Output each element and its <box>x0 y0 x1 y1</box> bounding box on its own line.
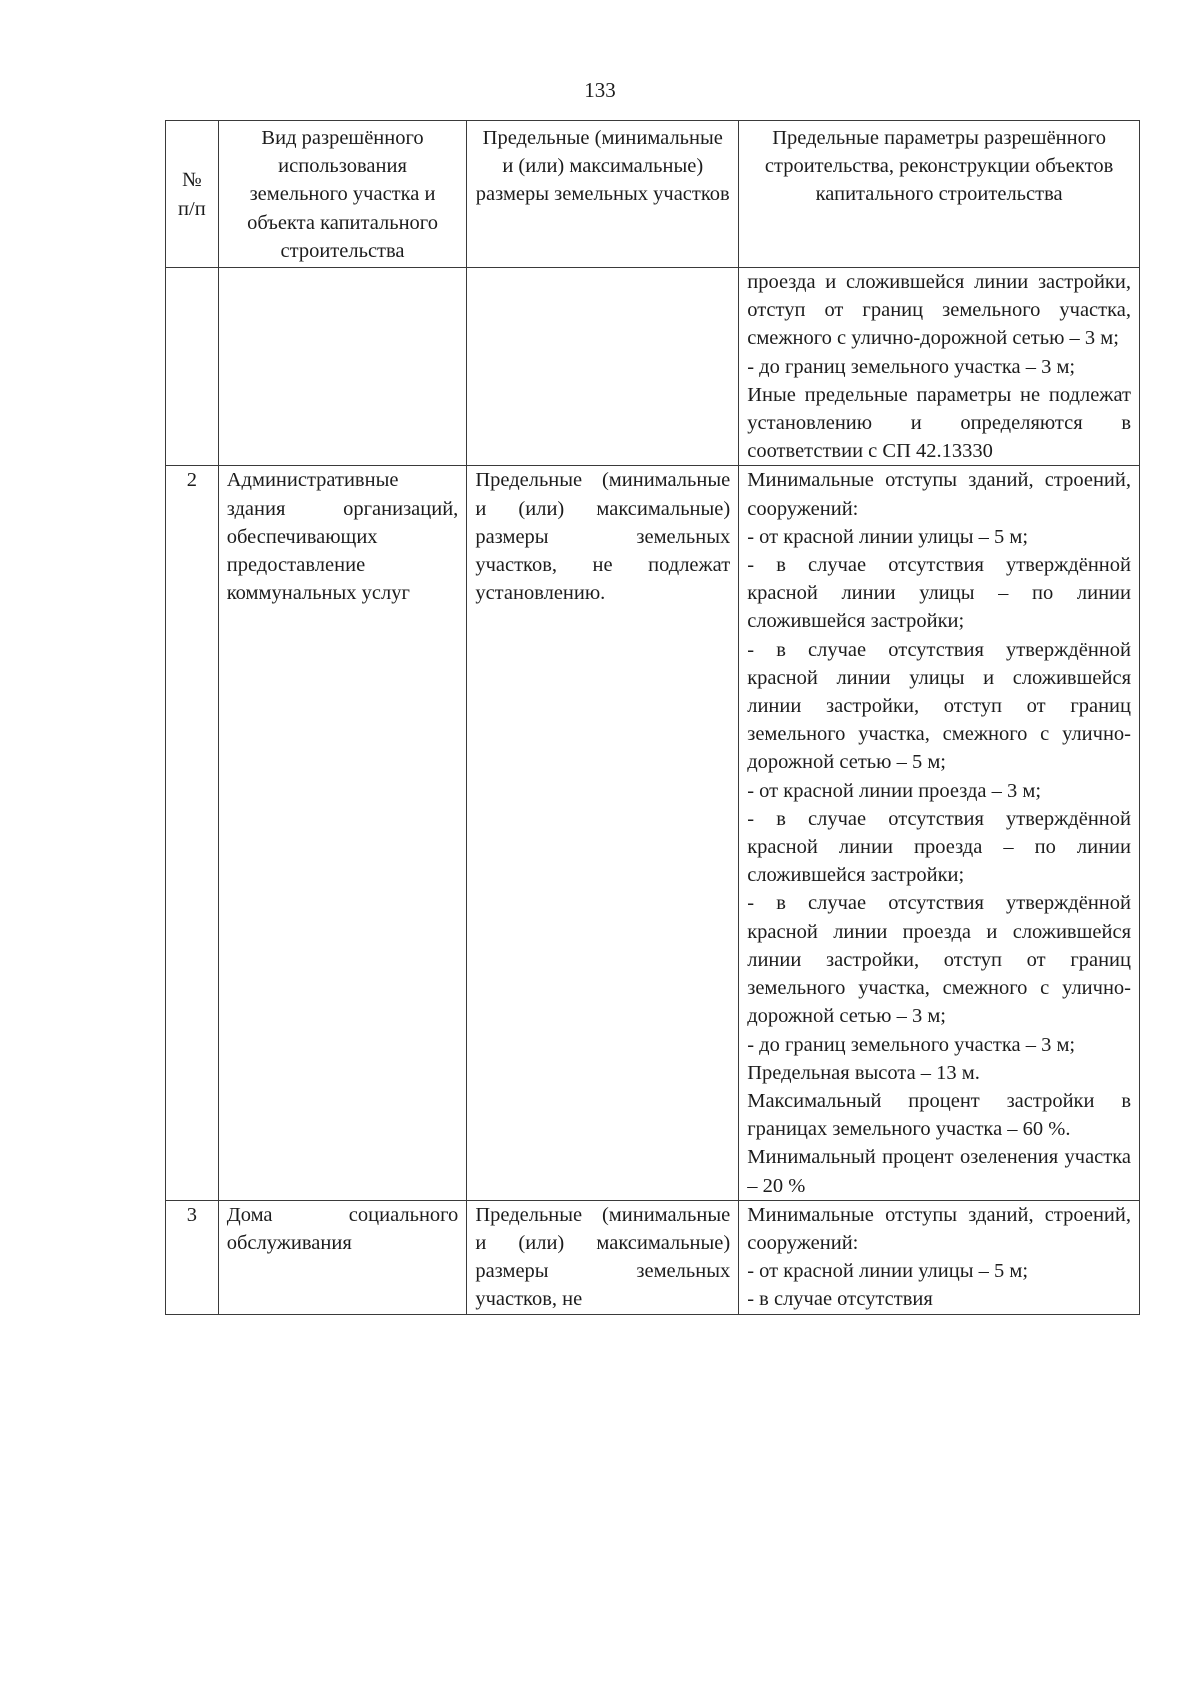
row-land-use <box>218 268 467 466</box>
param-line: - от красной линии улицы – 5 м; <box>747 525 1029 548</box>
row-plot-size <box>467 268 739 466</box>
row-number <box>166 268 219 466</box>
param-line: - в случае отсутствия утверждённой красной линии проезда и сложившейся линии застройки, отступ от границ земельного участка, смежного с улично-дорожной сетью – 3 м; <box>747 892 1131 1028</box>
header-construction-params: Предельные параметры разрешённого строительства, реконструкции объектов капитального строительства <box>739 121 1140 268</box>
param-line: проезда и сложившейся линии застройки, отступ от границ земельного участка, смежного с улично-дорожной сетью – 3 м; <box>747 271 1131 350</box>
param-line: - в случае отсутствия утверждённой красной линии улицы и сложившейся линии застройки, отступ от границ земельного участка, смежного с улично-дорожной сетью – 5 м; <box>747 638 1131 774</box>
param-line: - до границ земельного участка – 3 м; <box>747 355 1076 378</box>
param-line: - от красной линии улицы – 5 м; <box>747 1260 1029 1283</box>
header-plot-size: Предельные (минимальные и (или) максимальные) размеры земельных участков <box>467 121 739 268</box>
param-line: Иные предельные параметры не подлежат установлению и определяются в соответствии с СП 42.13330 <box>747 383 1131 463</box>
param-line: - до границ земельного участка – 3 м; <box>747 1033 1076 1056</box>
param-line: Минимальный процент озеленения участка – 20 % <box>747 1146 1131 1197</box>
header-land-use: Вид разрешённого использования земельного участка и объекта капитального строительства <box>218 121 467 268</box>
row-land-use: Дома социального обслуживания <box>218 1200 467 1314</box>
row-plot-size: Предельные (минимальные и (или) максимальные) размеры земельных участков, не <box>467 1200 739 1314</box>
land-use-table <box>165 120 1140 1315</box>
row-params <box>739 466 1140 1200</box>
row-land-use: Административные здания организаций, обеспечивающих предоставление коммунальных услуг <box>218 466 467 1200</box>
param-line: Минимальные отступы зданий, строений, сооружений: <box>747 1203 1131 1254</box>
header-number: № п/п <box>166 121 219 268</box>
row-params <box>739 1200 1140 1314</box>
table-header-row <box>166 121 1140 268</box>
page-number: 133 <box>584 78 616 102</box>
table-row <box>166 268 1140 466</box>
table-row <box>166 466 1140 1200</box>
row-plot-size: Предельные (минимальные и (или) максимальные) размеры земельных участков, не подлежат установлению. <box>467 466 739 1200</box>
param-line: - от красной линии проезда – 3 м; <box>747 779 1042 802</box>
param-line: Минимальные отступы зданий, строений, сооружений: <box>747 469 1131 520</box>
row-number: 3 <box>166 1200 219 1314</box>
param-line: Максимальный процент застройки в границах земельного участка – 60 %. <box>747 1089 1131 1141</box>
table-row <box>166 1200 1140 1314</box>
param-line: - в случае отсутствия утверждённой красной линии улицы – по линии сложившейся застройки; <box>747 554 1131 633</box>
param-line: - в случае отсутствия <box>747 1288 933 1311</box>
param-line: - в случае отсутствия утверждённой красной линии проезда – по линии сложившейся застройки; <box>747 807 1131 887</box>
row-params <box>739 268 1140 466</box>
param-line: Предельная высота – 13 м. <box>747 1061 980 1084</box>
row-number: 2 <box>166 466 219 1200</box>
